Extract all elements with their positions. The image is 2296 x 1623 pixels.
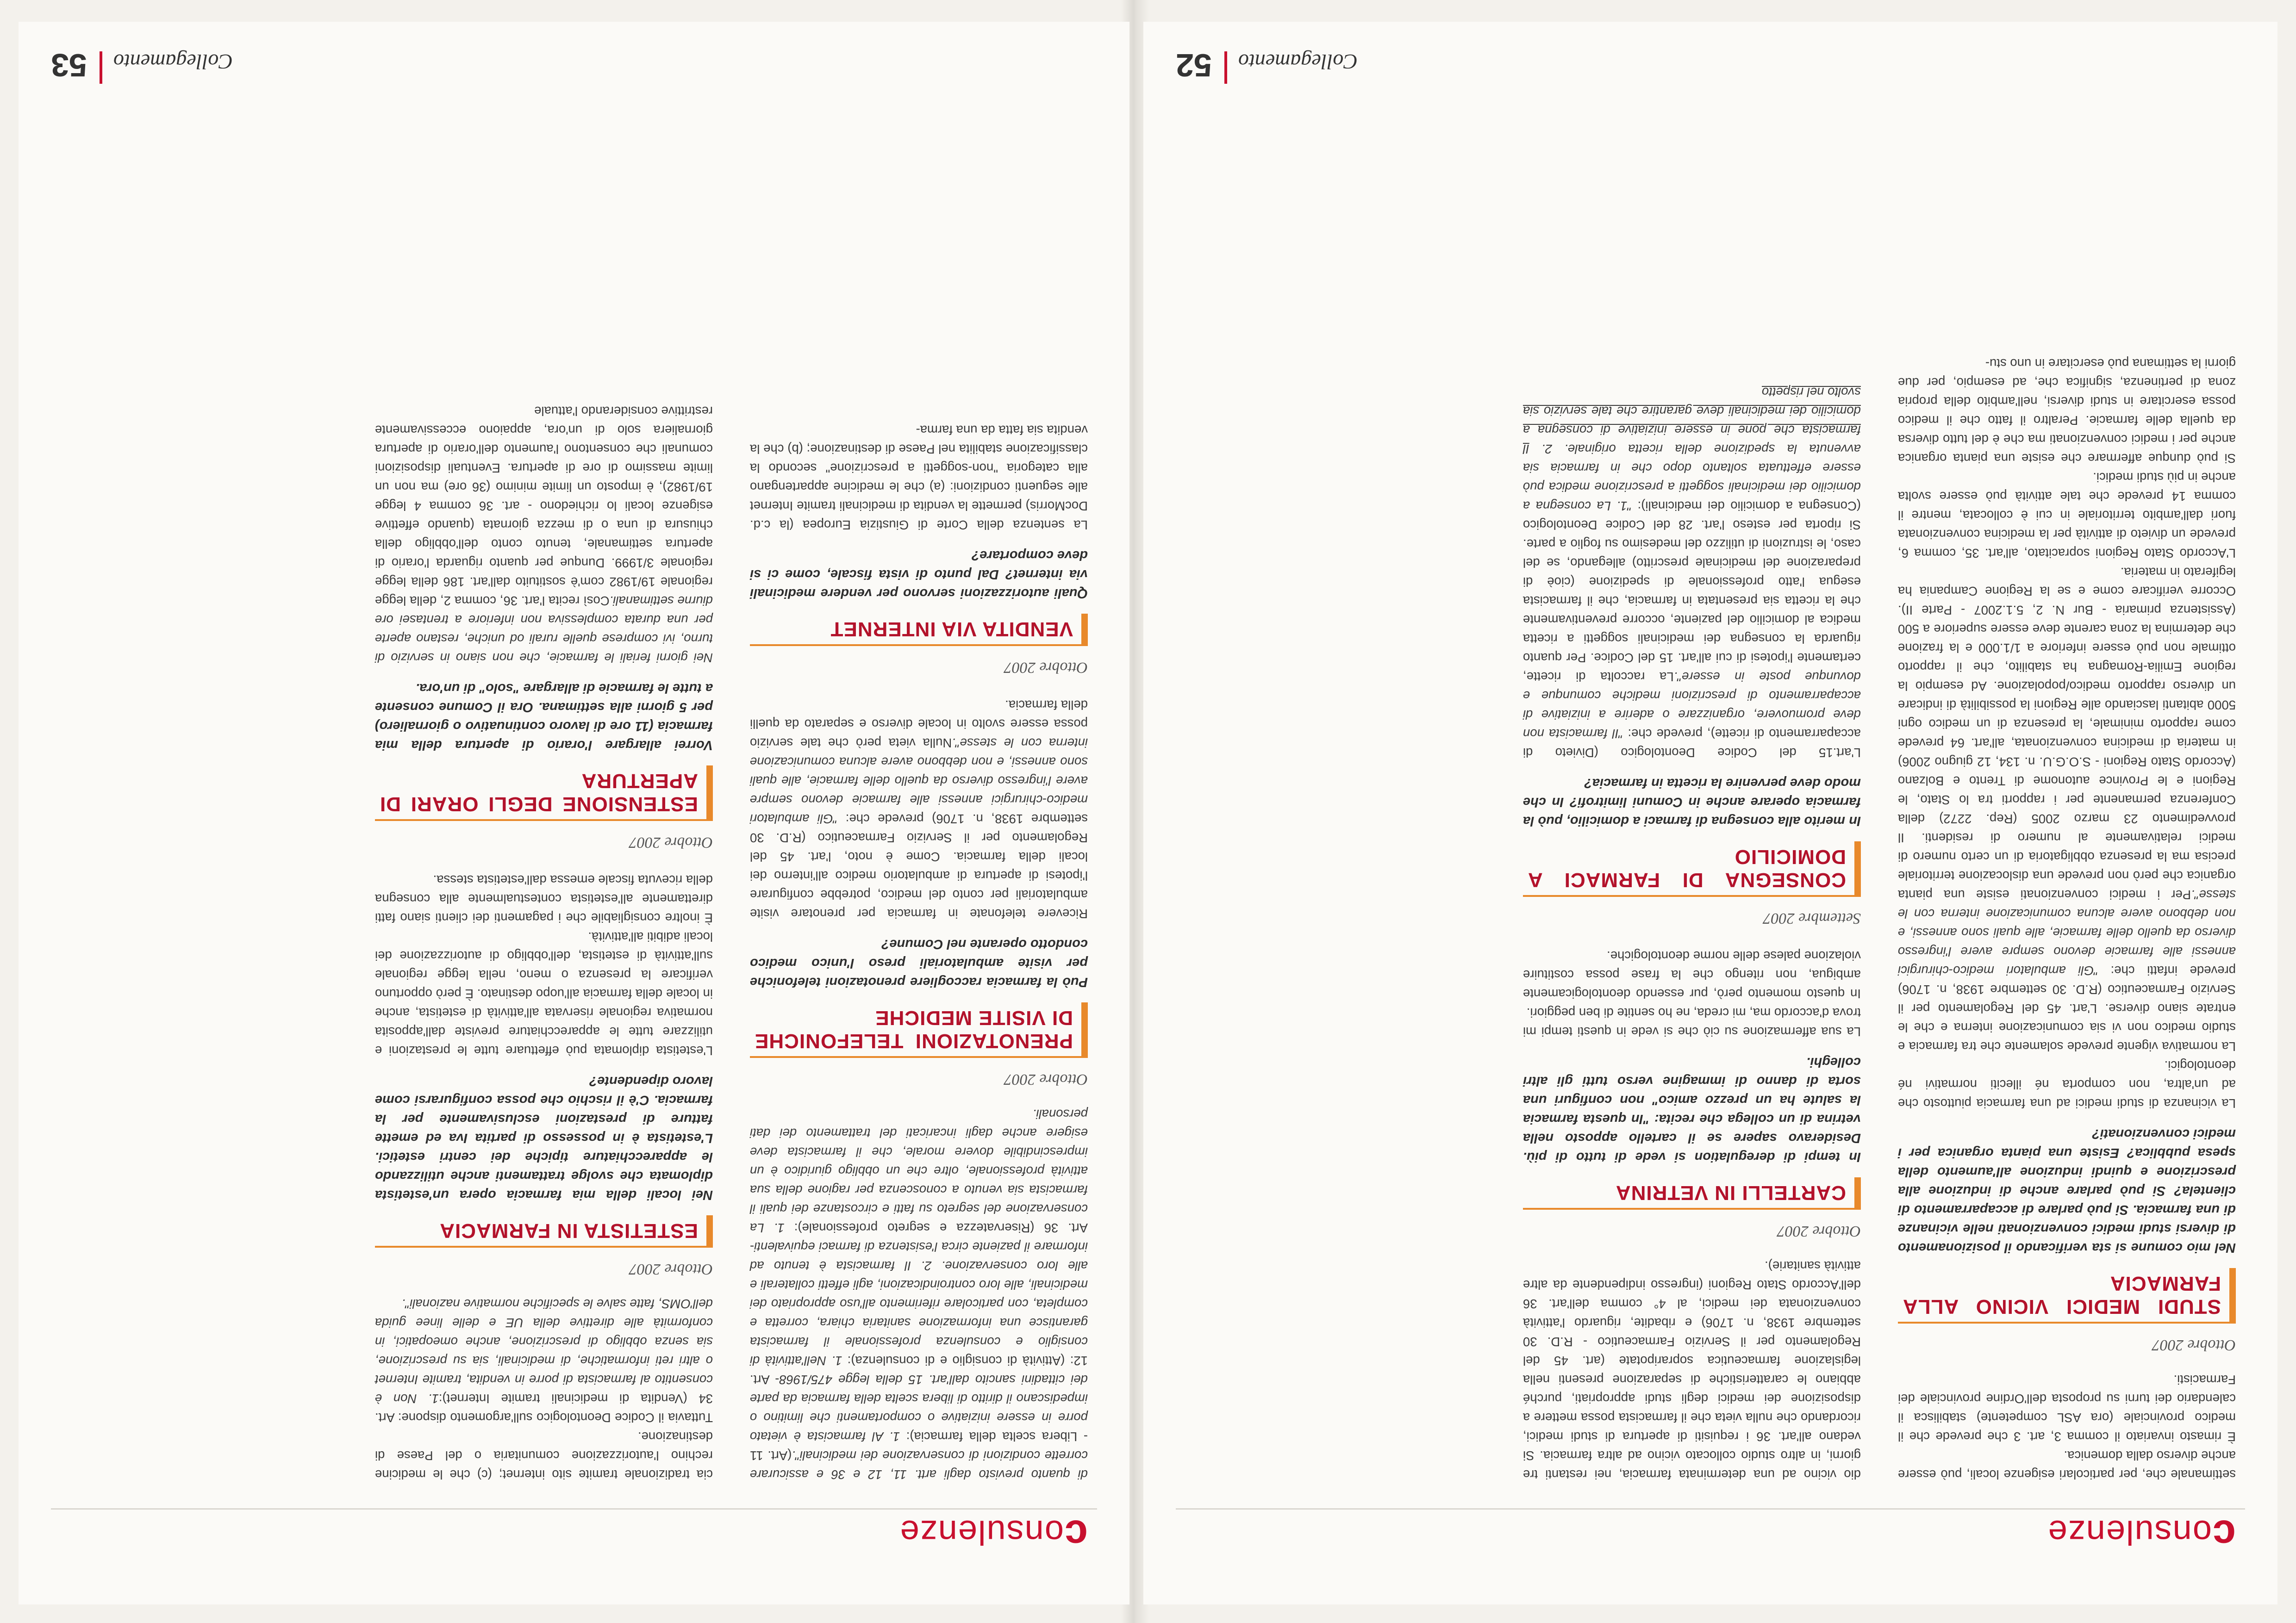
article-section: [375, 402, 713, 852]
section-title: CARTELLI IN VETRINA: [1523, 1177, 1861, 1210]
reader-question: In merito alla consegna di farmaci a domicilio, può la farmacia operare anche in Comuni limitrofi? In che modo deve pervenire la ricetta in farmacia?: [1523, 776, 1861, 828]
quoted-text: Nei giorni feriali le farmacie, che non siano in servizio di turno, ivi comprese quelle rurali od uniche, restano aperte per una durata complessiva non inferiore a trentasei ore diurne settimanali.: [375, 594, 713, 665]
answer-paragraph: [375, 402, 713, 667]
section-title: VENDITA VIA INTERNET: [750, 614, 1088, 646]
quoted-text: "1. La consegna a domicilio dei medicinali soggetti a prescrizione medica può essere effettuata soltanto dopo che in farmacia sia avvenuta la spedizione della ricetta originale. 2.: [1523, 442, 1861, 513]
answer-text: La raccolta di ricette, certamente l'ipotesi di cui all'art. 15 del Codice. Per quanto riguarda la consegna dei medicinali soggetti a ricetta medica al domicilio del paziente, occorre preventivamente che la ricetta sia presentata in farmacia, che il farmacista esegua l'atto professionale di spedizione (cioè di preparazione del medicinale prescritto) allegando, se del caso, le istruzioni di utilizzo del medesimo su foglio a parte. Si riporta per esteso l'art. 28 del Codice Deontologico (Consegna a domicilio dei medicinali):: [1523, 499, 1861, 684]
reader-question: Nei locali della mia farmacia opera un'estetista diplomata che svolge trattamenti anche utilizzando le apparecchiature tipiche dei centri estetici. L'estetista è in possesso di partita Iva ed emette fatture di prestazioni esclusivamente per la farmacia. C'è il rischio che possa configurarsi come lavoro dipendente?: [375, 1074, 713, 1202]
quoted-text: 1. Nell'attività di consiglio e consulenza professionale il farmacista garantisce una informazione sanitaria chiara, corretta e completa, con particolare riferimento all'uso appropriato dei medicinali, alle loro controindicazioni, agli effetti collaterali e alle loro conservazione. 2. Il farmacista è tenuto ad informare il paziente circa l'esistenza di farmaci equivalenti: [750, 1240, 1088, 1368]
quoted-text: "Il farmacista non deve promuovere, organizzare o aderire a iniziative di accaparramento di prescrizioni mediche comunque e dovunque poste in essere".: [1523, 670, 1861, 741]
quoted-text: "Gli ambulatori medico-chirurgici annessi alle farmacie devono sempre avere l'ingresso diverso da quello delle farmacie, alle quali sono annessi, e non debbono avere alcuna comunicazione interna con le stesse".: [750, 736, 1088, 826]
body-paragraph: [1898, 1370, 2236, 1446]
section-date: Ottobre 2007: [1004, 659, 1088, 676]
answer-text: La normativa vigente prevede solamente che tra farmacia e studio medico non vi sia comunicazione interna e che le entrate siano diverse. L'art. 45 del Regolamento per il Servizio Farmaceutico (R.D. 30 settembre 1938, n. 1706) prevede infatti che:: [1898, 964, 2236, 1054]
body-paragraph: [375, 1427, 713, 1484]
brand-rest: onsulenze: [899, 1513, 1064, 1552]
column-2: [1523, 364, 1861, 1484]
magazine-name: Collegamento: [1238, 50, 1358, 74]
body-text: - Art. 12: (Attività di consiglio e di consulenza):: [749, 1354, 1088, 1387]
body-text: - Art. 36 (Riservatezza e segreto professionale):: [750, 1221, 1088, 1254]
reader-question: Può la farmacia raccogliere prenotazioni telefoniche per visite ambulatoriali preso l'unico medico condotto operante nel Comune?: [750, 937, 1088, 989]
body-text: È rimasto invariato il comma 3, art. 3 che prevede che il medico provinciale (ora ASL competente) stabilisca il calendario dei turni su proposta dell'Ordine provinciale dei Farmacisti.: [1898, 1373, 2236, 1444]
quoted-text: 1. Non è consentito al farmacista di porre in vendita, tramite Internet o altri reti informatiche, di medicinali, sia su prescrizione, sia senza obbligo di prescrizione, anche omeopatici, in conformità alle direttive della UE e delle linee guida dell'OMS, fatte salve le specifiche normative nazionali".: [375, 1297, 713, 1406]
section-title: CONSEGNA DI FARMACI A DOMICILIO: [1523, 841, 1861, 897]
magazine-name: Collegamento: [113, 50, 233, 74]
article-section: [750, 696, 1088, 1089]
body-text: settimanale che, per particolari esigenze locali, può essere anche diverso dalla domenica.: [1898, 1449, 2236, 1482]
header-rule: [1176, 1508, 2245, 1510]
section-date: Ottobre 2007: [2152, 1337, 2236, 1354]
answer-text: Così recita l'art. 36, comma 2, della legge regionale 19/1982 com'è sostituito dall'art. 186 della legge regionale 3/1999. Dunque per quanto riguarda l'orario di apertura settimanale, tenuto conto dell'obbligo della chiusura di una o di mezza giornata (quando effettive esigenze locali lo richiedono - art. 36 comma 4 legge 19/1982), è imposto un limite minimo (36 ore) ma non un limite massimo di ore di apertura. Eventuali disposizioni comunali che consentono l'aumento dell'orario di apertura giornaliera solo di un'ora, appaiono eccessivamente restrittive considerando l'attuale: [375, 404, 713, 608]
section-date: Settembre 2007: [1763, 910, 1861, 927]
answer-text: L'Accordo Stato Regioni sopracitato, all'art. 35, comma 6, prevede un divieto di attività per la medicina convenzionata fuori dall'ambito territoriale in cui è collocata, mentre il comma 14 prevede che tale attività può essere svolta anche in più studi medici.: [1898, 470, 2236, 560]
section-title: ESTETISTA IN FARMACIA: [375, 1215, 713, 1248]
answer-text: L'art.15 del Codice Deontologico (Divieto di accaparramento di ricette), prevede che:: [1523, 727, 1861, 760]
header-rule: [51, 1508, 1097, 1510]
body-paragraph: [375, 1294, 713, 1427]
quoted-text: Il farmacista che pone in essere iniziative di consegna a domicilio dei medicinali deve garantire che tale servizio sia svolto nel rispetto: [1523, 385, 1861, 456]
body-text: cia tradizionale tramite sito internet; (c) che le medicine rechino l'autorizzazione comunitaria o del Paese di destinazione.: [375, 1430, 713, 1482]
page-header: [1143, 1511, 2277, 1577]
answer-text: La sentenza della Corte di Giustizia Europea (la c.d. DocMorris) permette la vendita di medicinali tramite Internet alle seguenti condizioni: (a) che le medicine appartengano alla categoria "non-soggetti a prescrizione" secondo la classificazione stabilita nel Paese di destinazione; (b) che la vendita sia fatta da una farma-: [750, 423, 1088, 532]
answer-text: Nulla vieta però che tale servizio possa essere svolto in locale diverso e separato da quelli della farmacia.: [750, 698, 1088, 750]
reader-question: In tempi di deregulation si vede di tutto di più. Desideravo sapere se il cartello apposto nella vetrina di un collega che recita: "In questa farmacia la salute ha un prezzo amico" non configuri una sorta di danno di immagine verso tutti gli altri colleghi.: [1523, 1055, 1861, 1164]
answer-paragraph: [750, 421, 1088, 535]
section-title: PRENOTAZIONI TELEFONICHE DI VISITE MEDICHE: [750, 1002, 1088, 1058]
answer-text: In questo momento però, pur essendo deontologicamente ambigua, non ritengo che la frase possa costituire violazione palese delle norme deontologiche.: [1523, 949, 1861, 1001]
section-title: ESTENSIONE DEGLI ORARI DI APERTURA: [375, 765, 713, 821]
article-section: [1523, 383, 1861, 928]
body-text: (Art. 11 - Libera scelta della farmacia):: [750, 1430, 1088, 1463]
answer-paragraph: [1898, 1056, 2236, 1113]
answer-paragraph: [1898, 563, 2236, 1056]
column-2: [375, 383, 713, 1484]
footer-divider: [100, 51, 102, 84]
body-paragraph: [1898, 1446, 2236, 1484]
article-section: [750, 421, 1088, 677]
quoted-text: "Gli ambulatori medico-chirurgici annessi alle farmacie devono sempre avere l'ingresso diverso da quello delle farmacie, alle quali sono annessi, e non debbono avere alcuna comunicazione interna con le stesse".: [1898, 888, 2236, 978]
page-footer: [19, 36, 1129, 87]
section-title: STUDI MEDICI VICINO ALLA FARMACIA: [1898, 1268, 2236, 1324]
body-text: Tuttavia il Codice Deontologico sull'argomento dispone: Art. 34 (Vendita di medicinali tramite Internet):: [375, 1392, 713, 1425]
answer-paragraph: [1898, 354, 2236, 468]
page-52: [1143, 22, 2277, 1604]
brand-rest: onsulenze: [2047, 1513, 2212, 1552]
section-date: Ottobre 2007: [1777, 1223, 1861, 1240]
article-section: [375, 871, 713, 1279]
answer-paragraph: [1523, 946, 1861, 1003]
quoted-text: 1. Al farmacista è vietato porre in essere iniziative o comportamenti che limitino o impediscano il diritto di libera scelta della farmacia da parte dei cittadini sancito dall'art. 15 della legge 475/1968: [750, 1373, 1088, 1444]
answer-text: Per i medici convenzionati esiste una pianta organica che però non prevede una dislocazione territoriale precisa ma la presenza obbligatoria di un certo numero di medici relativamente al numero di residenti. Il provvedimento 23 marzo 2005 (Rep. 2272) della Conferenza permanente per i rapporti tra lo Stato, le Regioni e le Province autonome di Trento e Bolzano (Accordo Stato Regioni - S.O.G.U. n. 134, 12 giugno 2006) in materia di medicina convenzionata, all'art. 64 prevede come rapporto minimale, la presenza di un medico ogni 5000 abitanti lasciando alle Regioni la possibilità di indicare un diverso rapporto medico/popolazione. Ad esempio la regione Emilia-Romagna ha stabilito, che il rapporto ottimale non può essere inferiore a 1/1.000 e la frazione che determina la zona carente deve essere superiore a 500 (Assistenza primaria - Bur N. 2, 5.1.2007 - Parte II). Occorre verificare come e se la Regione Campania ha legiferato in materia.: [1898, 565, 2236, 902]
section-date: Ottobre 2007: [629, 834, 713, 851]
page-53: [19, 22, 1129, 1604]
answer-paragraph: [1898, 468, 2236, 563]
answer-paragraph: [1523, 1003, 1861, 1041]
answer-text: È inoltre consigliabile che i pagamenti dei clienti siano fatti direttamente all'estetista contestualmente alla consegna della ricevuta fiscale emessa dall'estetista stessa.: [375, 873, 713, 925]
article-section: [1523, 946, 1861, 1241]
section-brand: [899, 1511, 1088, 1558]
body-text: dio vicino ad una determinata farmacia, nei restanti tre giorni, in altro studio collocato vicino ad altra farmacia. Si vedano all'art. 36 i requisiti di apertura di studi medici, ricordando che nulla vieta che il farmacista possa mettere a disposizione dei medici degli studi appropriati, purché abbiano le caratteristiche di separazione presenti nella legislazione farmaceutica sopraripotate (art. 45 del Regolamento per il Servizio Farmaceutico - R.D. 30 settembre 1938, n. 1706) e ribadite, riguardo l'attività convenzionata dei medici, al 4° comma dell'art. 36 dell'Accordo Stato Regioni (ingresso indipendente da altre attività sanitarie).: [1523, 1259, 1861, 1482]
brand-initial: c: [2211, 1511, 2236, 1558]
answer-text: La sua affermazione su ciò che si vede in questi tempi mi trova d'accordo ma, mi creda, ne ho sentite di ben peggiori.: [1523, 1006, 1861, 1039]
quoted-text: 1. La conservazione del segreto su fatti e circostanze dei quali il farmacista sia venuto a conoscenza per ragione della sua attività professionale, oltre che un obbligo giuridico è un imprescindibile dovere morale, che il farmacista deve esigere anche dagli incaricati del trattamento dei dati personali.: [750, 1107, 1088, 1235]
reader-question: Nel mio comune si sta verificando il posizionamento di diversi studi medici convenzionati nelle vicinanze di una farmacia. Si può parlare di accaparramento di clientela? Si può parlare anche di induzione alla prescrizione e quindi induzione all'aumento della spesa pubblica? Esiste una pianta organica per i medici convenzionati?: [1898, 1126, 2236, 1255]
body-paragraph: [1523, 1256, 1861, 1484]
page-header: [19, 1511, 1129, 1577]
answer-paragraph: [375, 927, 713, 1060]
brand-initial: c: [1063, 1511, 1088, 1558]
page-footer: [1143, 36, 2277, 87]
body-paragraph: [750, 1105, 1088, 1484]
article-section: [1898, 354, 2236, 1355]
answer-paragraph: [375, 871, 713, 927]
answer-text: Si può dunque affermare che esiste una pianta organica anche per i medici convenzionati ma che è del tutto diversa da quella delle farmacie. Peraltro il fatto che il medico possa esercitare in studi diversi, nell'ambito della propria zona di pertinenza, significa che, ad esempio, per due giorni la settimana può esercitare in uno stu-: [1898, 356, 2236, 466]
answer-paragraph: [750, 696, 1088, 923]
footer-divider: [1224, 51, 1227, 84]
answer-text: Ricevere telefonate in farmacia per prenotare visite ambulatoriali per conto del medico, potrebbe configurare l'ipotesi di apertura di ambulatorio medico all'interno dei locali della farmacia. Come è noto, l'art. 45 del Regolamento per il Servizio Farmaceutico (R.D. 30 settembre 1938, n. 1706) prevede che:: [750, 812, 1088, 921]
section-brand: [2047, 1511, 2236, 1558]
column-1: [1898, 336, 2236, 1484]
page-number: 53: [51, 47, 87, 83]
answer-paragraph: [1523, 383, 1861, 762]
page-number: 52: [1176, 47, 1212, 83]
quoted-text: di quanto previsto dagli artt. 11, 12 e 36 e assicurare corrette condizioni di conservazione dei medicinali".: [750, 1449, 1088, 1482]
column-1: [750, 402, 1088, 1484]
section-date: Ottobre 2007: [1004, 1071, 1088, 1088]
reader-question: Vorrei allargare l'orario di apertura della mia farmacia (11 ore di lavoro continuativo o giornaliero) per 5 giorni alla settimana. Ora il Comune consente a tutte le farmacie di allargare "solo" di un'ora.: [375, 681, 713, 752]
answer-text: L'estetista diplomata può effettuare tutte le prestazioni e utilizzare tutte le apparecchiature previste dall'apposita normativa regionale riservata all'attività di estetista, anche in locale della farmacia all'uopo destinato. È però opportuno verificare la presenza o meno, nella legge regionale sull'attività di estetista, dell'obbligo di autorizzazione dei locali adibiti all'attività.: [375, 930, 713, 1058]
answer-text: La vicinanza di studi medici ad una farmacia piuttosto che ad un'altra, non comporta né illeciti normativi né deontologici.: [1898, 1058, 2236, 1111]
section-date: Ottobre 2007: [629, 1261, 713, 1278]
reader-question: Quali autorizzazioni servono per vendere medicinali via internet? Dal punto di vista fiscale, come ci si deve comportare?: [750, 548, 1088, 601]
